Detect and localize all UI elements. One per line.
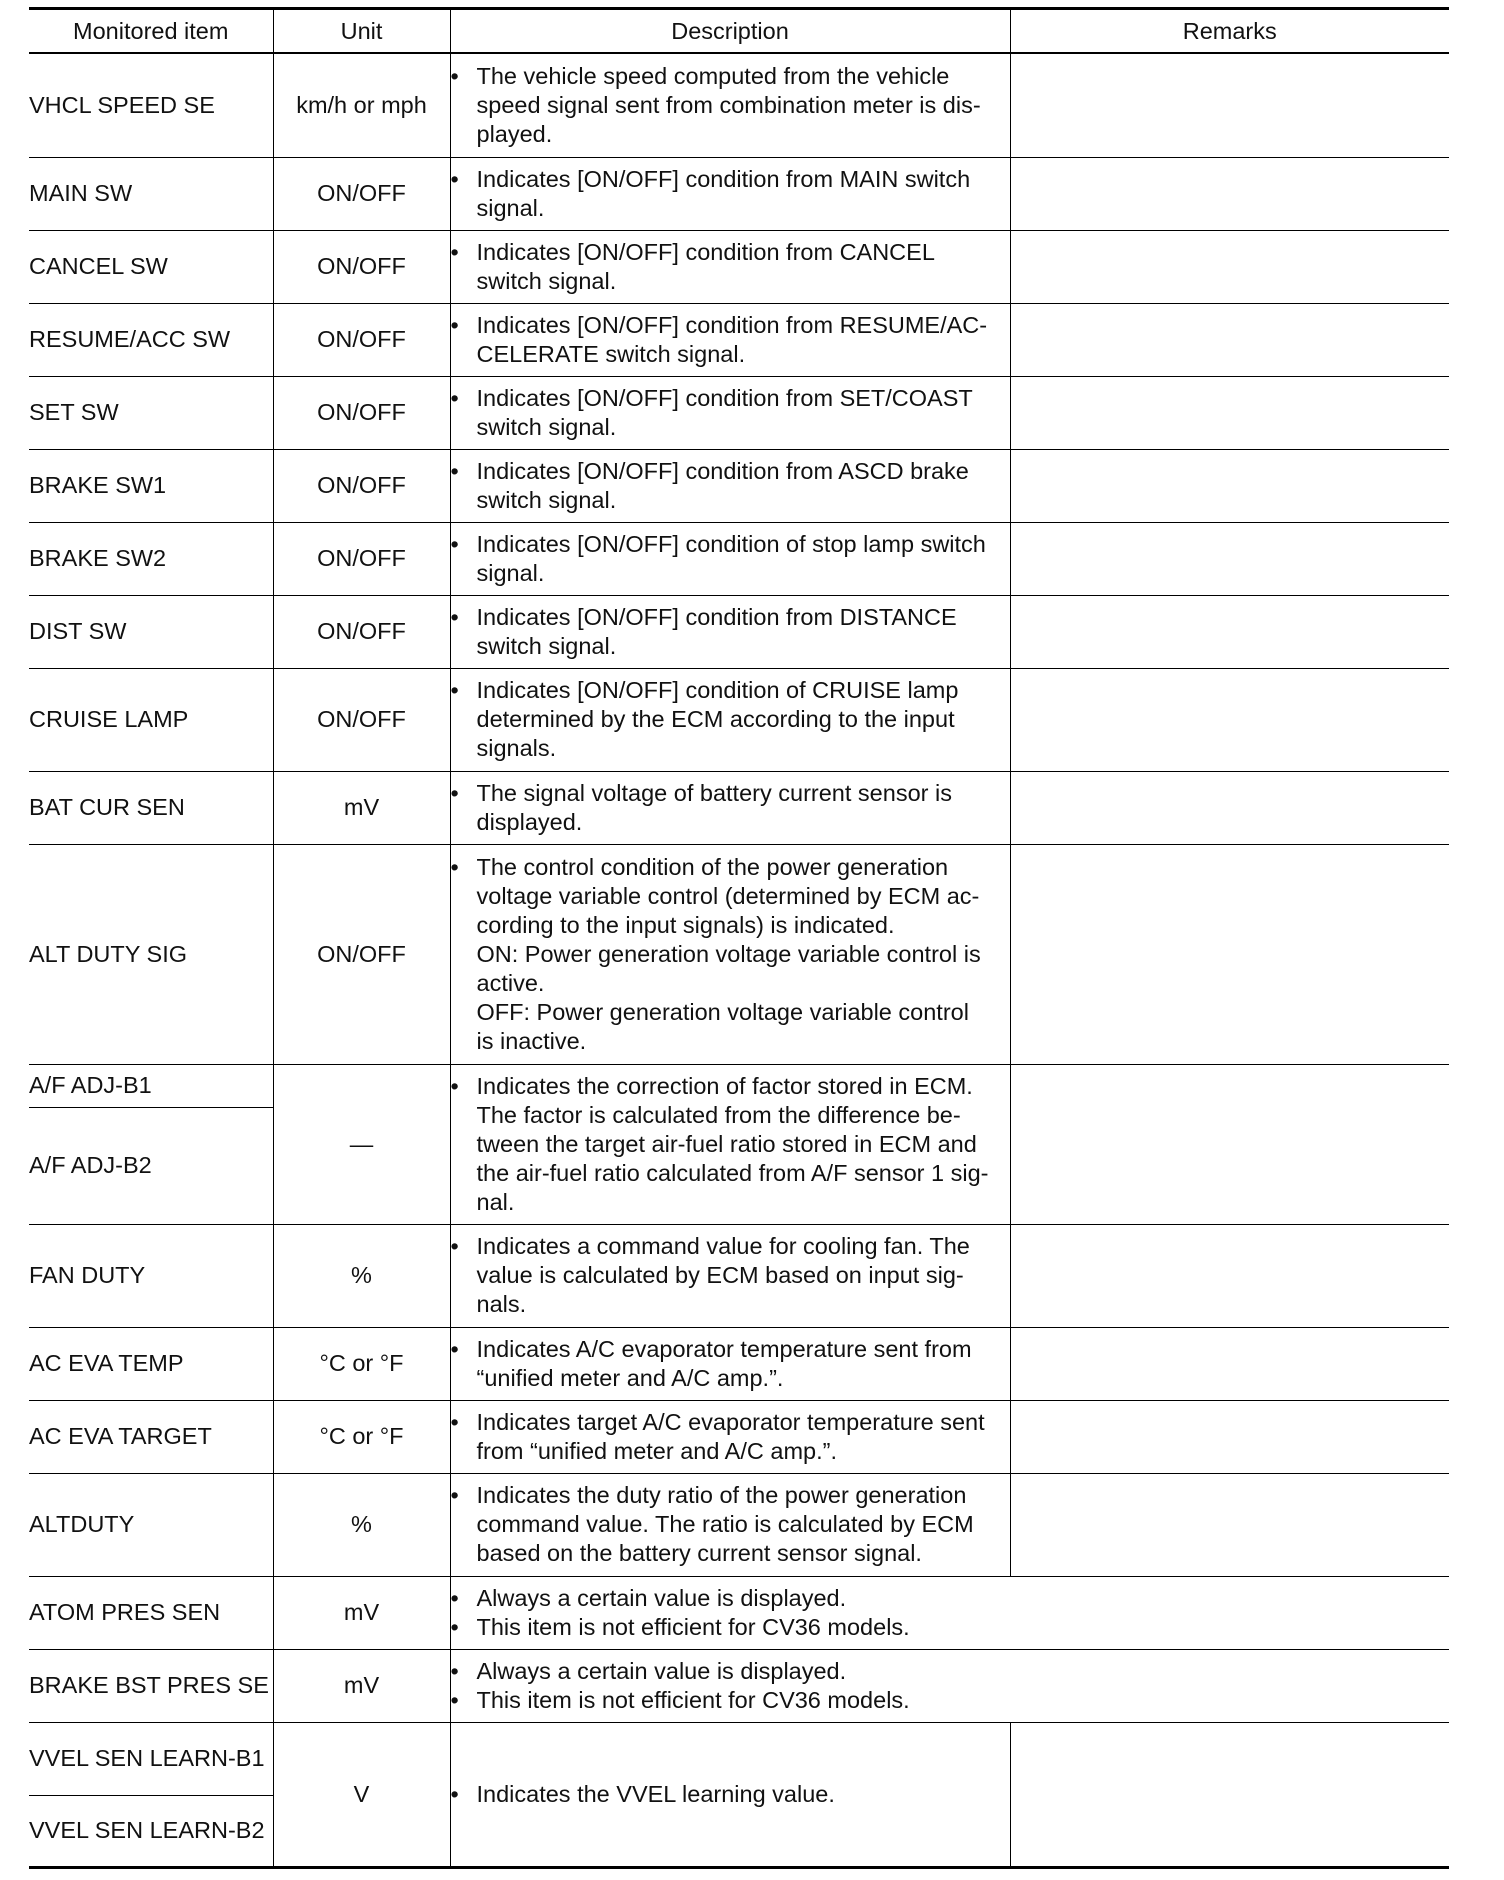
bullet-glyph: • <box>450 384 459 411</box>
description-line: ON: Power generation voltage variable control is <box>476 940 981 967</box>
unit-cell: °C or °F <box>273 1400 450 1473</box>
description-line: nals. <box>476 1291 527 1317</box>
description-cell <box>450 595 1010 668</box>
description-line: switch signal. <box>476 267 617 294</box>
description-line: Indicates [ON/OFF] condition from DISTANCE <box>476 603 957 630</box>
description-line: based on the battery current sensor signal. <box>476 1540 922 1566</box>
description-cell <box>450 1576 1449 1649</box>
bullet-glyph: • <box>450 677 459 703</box>
table-row <box>29 522 1449 595</box>
description-line: voltage variable control (determined by ECM ac- <box>476 882 980 909</box>
description-cell <box>450 376 1010 449</box>
remarks-cell <box>1010 844 1449 1064</box>
monitored-item-cell: VHCL SPEED SE <box>29 53 273 157</box>
description-line: signal. <box>476 559 545 586</box>
table-row <box>29 1722 1449 1795</box>
bullet-glyph: • <box>450 1335 459 1362</box>
unit-cell: ON/OFF <box>273 844 450 1064</box>
description-line: determined by the ECM according to the input <box>476 706 955 732</box>
description-cell <box>450 668 1010 771</box>
table-row <box>29 771 1449 844</box>
description-line: OFF: Power generation voltage variable control <box>476 998 969 1025</box>
bullet-glyph: • <box>450 165 459 192</box>
description-cell <box>450 1327 1010 1400</box>
description-cell <box>450 1224 1010 1327</box>
description-line: tween the target air-fuel ratio stored in ECM and <box>476 1130 977 1157</box>
description-line: Indicates [ON/OFF] condition from SET/COAST <box>476 384 973 411</box>
unit-cell: mV <box>273 1649 450 1722</box>
unit-cell: ON/OFF <box>273 303 450 376</box>
table-row <box>29 53 1449 157</box>
remarks-cell <box>1010 157 1449 230</box>
description-line: The signal voltage of battery current sensor is <box>476 779 952 806</box>
table-row <box>29 1064 1449 1107</box>
monitored-item-cell: A/F ADJ-B2 <box>29 1107 273 1224</box>
monitor-item-table <box>29 7 1449 1869</box>
description-cell <box>450 771 1010 844</box>
description-line: Indicates [ON/OFF] condition from ASCD brake <box>476 457 969 484</box>
remarks-cell <box>1010 522 1449 595</box>
remarks-cell <box>1010 303 1449 376</box>
table-row <box>29 376 1449 449</box>
bullet-glyph: • <box>450 311 459 338</box>
unit-cell: °C or °F <box>273 1327 450 1400</box>
header-remarks: Remarks <box>1010 9 1449 54</box>
table-row <box>29 668 1449 771</box>
description-cell <box>450 1722 1010 1867</box>
monitored-item-cell: A/F ADJ-B1 <box>29 1064 273 1107</box>
monitored-item-cell: SET SW <box>29 376 273 449</box>
description-cell <box>450 449 1010 522</box>
description-cell <box>450 522 1010 595</box>
unit-cell: ON/OFF <box>273 522 450 595</box>
unit-cell: ON/OFF <box>273 230 450 303</box>
monitored-item-cell: ALTDUTY <box>29 1473 273 1576</box>
description-line: Indicates [ON/OFF] condition from MAIN switch <box>476 165 971 192</box>
unit-cell: V <box>273 1722 450 1867</box>
unit-cell: km/h or mph <box>273 53 450 157</box>
unit-cell: — <box>273 1064 450 1224</box>
remarks-cell <box>1010 376 1449 449</box>
unit-cell: mV <box>273 771 450 844</box>
table-row <box>29 230 1449 303</box>
bullet-glyph: • <box>450 1780 459 1807</box>
unit-cell: ON/OFF <box>273 157 450 230</box>
remarks-cell <box>1010 1327 1449 1400</box>
monitored-item-cell: BRAKE BST PRES SE <box>29 1649 273 1722</box>
remarks-cell <box>1010 1224 1449 1327</box>
description-line: played. <box>476 120 553 147</box>
bullet-glyph: • <box>450 1613 459 1640</box>
table-row <box>29 449 1449 522</box>
bullet-glyph: • <box>450 1072 459 1099</box>
remarks-cell <box>1010 449 1449 522</box>
bullet-glyph: • <box>450 457 459 484</box>
header-unit: Unit <box>273 9 450 54</box>
description-line: Indicates a command value for cooling fan. The <box>476 1233 970 1259</box>
unit-cell: ON/OFF <box>273 376 450 449</box>
description-line: Indicates [ON/OFF] condition of CRUISE lamp <box>476 677 959 703</box>
monitored-item-cell: BAT CUR SEN <box>29 771 273 844</box>
unit-cell: % <box>273 1224 450 1327</box>
table-row <box>29 303 1449 376</box>
description-line: is inactive. <box>476 1027 587 1054</box>
monitored-item-cell: ALT DUTY SIG <box>29 844 273 1064</box>
monitored-item-cell: CRUISE LAMP <box>29 668 273 771</box>
description-line: The factor is calculated from the difference be- <box>476 1101 961 1128</box>
monitored-item-cell: BRAKE SW2 <box>29 522 273 595</box>
description-line: switch signal. <box>476 632 617 659</box>
monitored-item-cell: RESUME/ACC SW <box>29 303 273 376</box>
description-line: Indicates the VVEL learning value. <box>476 1780 835 1807</box>
table-row <box>29 1327 1449 1400</box>
remarks-cell <box>1010 595 1449 668</box>
description-cell <box>450 1473 1010 1576</box>
description-line: switch signal. <box>476 413 617 440</box>
bullet-glyph: • <box>450 1482 459 1508</box>
bullet-glyph: • <box>450 62 459 89</box>
header-monitored-item: Monitored item <box>29 9 273 54</box>
bullet-glyph: • <box>450 603 459 630</box>
description-line: Indicates [ON/OFF] condition from CANCEL <box>476 238 935 265</box>
table-row <box>29 1473 1449 1576</box>
unit-cell: ON/OFF <box>273 595 450 668</box>
description-line: displayed. <box>476 808 583 835</box>
description-cell <box>450 157 1010 230</box>
monitored-item-cell: MAIN SW <box>29 157 273 230</box>
table-row <box>29 844 1449 1064</box>
description-cell <box>450 844 1010 1064</box>
unit-cell: mV <box>273 1576 450 1649</box>
description-line: speed signal sent from combination meter is dis- <box>476 91 981 118</box>
bullet-glyph: • <box>450 530 459 557</box>
unit-cell: ON/OFF <box>273 449 450 522</box>
description-line: The vehicle speed computed from the vehicle <box>476 62 950 89</box>
description-cell <box>450 1649 1449 1722</box>
description-line: nal. <box>476 1188 515 1215</box>
description-line: Indicates the correction of factor stored in ECM. <box>476 1072 973 1099</box>
monitored-item-cell: FAN DUTY <box>29 1224 273 1327</box>
description-line: CELERATE switch signal. <box>476 340 746 367</box>
description-line: Always a certain value is displayed. <box>476 1584 847 1611</box>
bullet-glyph: • <box>450 1233 459 1259</box>
description-cell <box>450 230 1010 303</box>
monitored-item-cell: DIST SW <box>29 595 273 668</box>
description-line: “unified meter and A/C amp.”. <box>476 1364 784 1391</box>
monitored-item-cell: VVEL SEN LEARN-B1 <box>29 1722 273 1795</box>
table-row <box>29 1576 1449 1649</box>
table-row <box>29 1224 1449 1327</box>
description-cell <box>450 1064 1010 1224</box>
monitored-item-cell: BRAKE SW1 <box>29 449 273 522</box>
bullet-glyph: • <box>450 779 459 806</box>
description-line: The control condition of the power generation <box>476 853 949 880</box>
description-line: Indicates [ON/OFF] condition from RESUME/AC- <box>476 311 988 338</box>
description-line: command value. The ratio is calculated by ECM <box>476 1511 974 1537</box>
table-row <box>29 1400 1449 1473</box>
description-line: active. <box>476 969 545 996</box>
monitored-item-cell: CANCEL SW <box>29 230 273 303</box>
table-row <box>29 1649 1449 1722</box>
remarks-cell <box>1010 771 1449 844</box>
description-line: signals. <box>476 735 557 761</box>
description-cell <box>450 303 1010 376</box>
table-row <box>29 595 1449 668</box>
bullet-glyph: • <box>450 853 459 880</box>
remarks-cell <box>1010 53 1449 157</box>
monitored-item-cell: AC EVA TARGET <box>29 1400 273 1473</box>
remarks-cell <box>1010 1064 1449 1224</box>
unit-cell: % <box>273 1473 450 1576</box>
description-cell <box>450 53 1010 157</box>
description-cell <box>450 1400 1010 1473</box>
description-line: cording to the input signals) is indicated. <box>476 911 895 938</box>
remarks-cell <box>1010 1473 1449 1576</box>
table-row <box>29 157 1449 230</box>
monitored-item-cell: ATOM PRES SEN <box>29 1576 273 1649</box>
description-line: This item is not efficient for CV36 models. <box>476 1613 910 1640</box>
description-line: Always a certain value is displayed. <box>476 1657 847 1684</box>
remarks-cell <box>1010 1400 1449 1473</box>
monitored-item-cell: AC EVA TEMP <box>29 1327 273 1400</box>
description-line: This item is not efficient for CV36 models. <box>476 1686 910 1713</box>
remarks-cell <box>1010 230 1449 303</box>
description-line: switch signal. <box>476 486 617 513</box>
bullet-glyph: • <box>450 1408 459 1435</box>
description-line: Indicates [ON/OFF] condition of stop lamp switch <box>476 530 986 557</box>
unit-cell: ON/OFF <box>273 668 450 771</box>
bullet-glyph: • <box>450 1657 459 1684</box>
bullet-glyph: • <box>450 1584 459 1611</box>
remarks-cell <box>1010 1722 1449 1867</box>
description-line: signal. <box>476 194 545 221</box>
table-header-row <box>29 9 1449 54</box>
description-line: value is calculated by ECM based on input sig- <box>476 1262 964 1288</box>
remarks-cell <box>1010 668 1449 771</box>
description-line: the air-fuel ratio calculated from A/F sensor 1 sig- <box>476 1159 989 1186</box>
monitored-item-cell: VVEL SEN LEARN-B2 <box>29 1795 273 1867</box>
description-line: Indicates A/C evaporator temperature sent from <box>476 1335 972 1362</box>
description-line: Indicates target A/C evaporator temperature sent <box>476 1408 985 1435</box>
description-line: Indicates the duty ratio of the power generation <box>476 1482 967 1508</box>
bullet-glyph: • <box>450 1686 459 1713</box>
description-line: from “unified meter and A/C amp.”. <box>476 1437 837 1464</box>
header-description: Description <box>450 9 1010 54</box>
bullet-glyph: • <box>450 238 459 265</box>
